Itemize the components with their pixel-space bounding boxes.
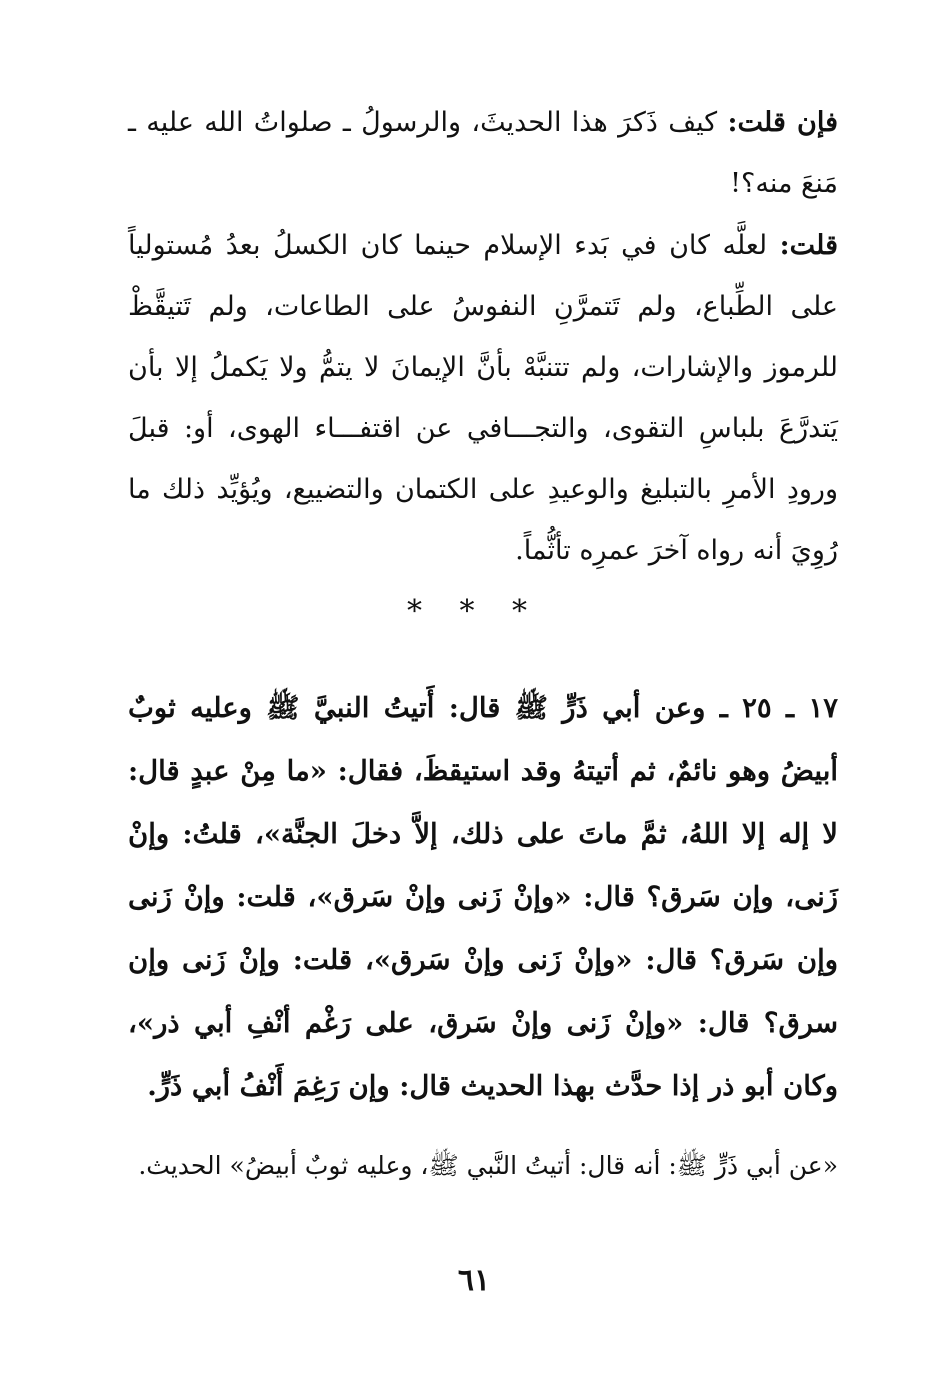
answer-text: لعلَّه كان في بَدء الإسلام حينما كان الكسلُ بعدُ مُستولياً على الطِّباع، ولم تَتمرَّنِ النفوسُ على الطاعات، ولم تَتيقَّظْ للرموز والإشارات، ولم تتنبَّهْ بأنَّ الإيمانَ لا يتمُّ ولا يَكملُ إلا بأن يَتدرَّعَ بلباسِ التقوى، والتجـــافي عن اقتفـــاء الهوى، أو: قبلَ ورودِ الأمرِ بالتبليغ والوعيدِ على الكتمان والتضييع، ويُؤيِّد ذلك ما رُوِيَ أنه رواه آخرَ عمرِه تأثُّماً. <box>128 230 838 566</box>
hadith-paragraph: ١٧ ـ ٢٥ ـ وعن أبي ذَرٍّ ﷺ قال: أَتيتُ النبيَّ ﷺ وعليه ثوبٌ أبيضُ وهو نائمٌ، ثم أتيتهُ وقد استيقظَ، فقال: «ما مِنْ عبدٍ قال: لا إله إلا اللهُ، ثمَّ ماتَ على ذلك، إلاَّ دخلَ الجنَّة»، قلتُ: وإنْ زَنى، وإن سَرق؟ قال: «وإنْ زَنى وإنْ سَرق»، قلت: وإنْ زَنى وإن سَرق؟ قال: «وإنْ زَنى وإنْ سَرق»، قلت: وإنْ زَنى وإن سرق؟ قال: «وإنْ زَنى وإنْ سَرق، على رَغْم أنْفِ أبي ذر»، وكان أبو ذر إذا حدَّث بهذا الحديث قال: وإن رَغِمَ أَنْفُ أبي ذَرٍّ. <box>128 692 838 1102</box>
question-text: كيف ذَكرَ هذا الحديثَ، والرسولُ ـ صلواتُ الله عليه ـ مَنعَ منه؟! <box>128 107 838 199</box>
question-lead: فإن قلت: <box>727 107 838 138</box>
page-number: ٦١ <box>457 1263 491 1298</box>
answer-paragraph <box>128 215 838 581</box>
section-divider: * * * <box>406 594 542 629</box>
answer-lead: قلت: <box>779 230 838 261</box>
commentary-paragraph: «عن أبي ذَرٍّ ﷺ: أنه قال: أتيتُ النَّبي ﷺ، وعليه ثوبٌ أبيضُ» الحديث. <box>138 1151 838 1180</box>
question-paragraph <box>128 92 838 214</box>
